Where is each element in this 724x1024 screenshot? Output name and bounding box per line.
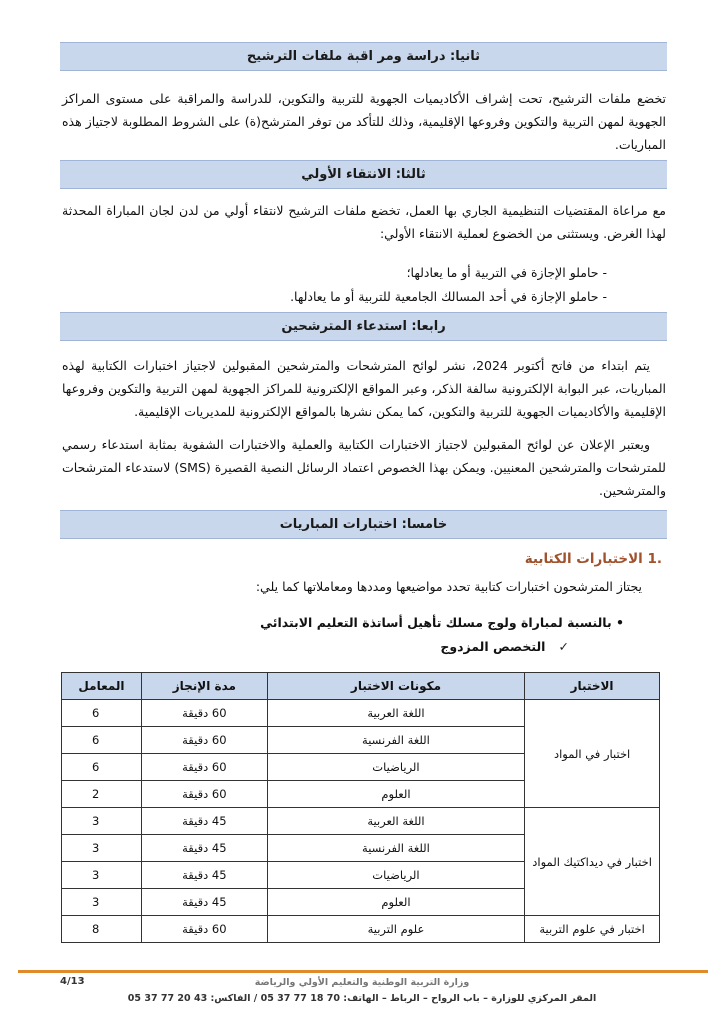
section-3-bullet-1: - حاملو الإجازة في التربية أو ما يعادلها؛ — [406, 265, 607, 280]
coefficient-cell: 3 — [62, 835, 142, 862]
header-exam: الاختبار — [525, 673, 660, 700]
duration-cell: 45 دقيقة — [141, 862, 267, 889]
footer-ministry-name: وزارة التربية الوطنية والتعليم الأولي والرياضة — [254, 977, 470, 988]
section-2-paragraph: تخضع ملفات الترشيح، تحت إشراف الأكاديميات الجهوية للتربية والتكوين، للدراسة والمراقبة على مستوى المراكز الجهوية لمهن التربية والتكوين وفروعها الإقليمية، وذلك للتأكد من توفر المترشح(ة) على الشروط المطلوبة لاجتياز هذه المباريات. — [62, 91, 666, 152]
coefficient-cell: 2 — [62, 781, 142, 808]
section-4-heading: رابعا: استدعاء المترشحين — [60, 312, 667, 341]
header-coefficient: المعامل — [62, 673, 142, 700]
section-3-bullet-2: - حاملو الإجازة في أحد المسالك الجامعية للتربية أو ما يعادلها. — [290, 289, 607, 304]
primary-teaching-bullet: • بالنسبة لمباراة ولوج مسلك تأهيل أساتذة التعليم الابتدائي — [260, 615, 624, 630]
component-cell: العلوم — [267, 889, 525, 916]
page-number: 4/13 — [60, 976, 85, 987]
section-2-heading: ثانيا: دراسة ومر اقبة ملفات الترشيح — [60, 42, 667, 71]
coefficient-cell: 3 — [62, 889, 142, 916]
duration-cell: 60 دقيقة — [141, 754, 267, 781]
duration-cell: 60 دقيقة — [141, 916, 267, 943]
double-specialization-line — [440, 636, 569, 658]
written-exams-intro: يجتاز المترشحون اختبارات كتابية تحدد مواضيعها ومددها ومعاملاتها كما يلي: — [255, 579, 642, 594]
component-cell: اللغة العربية — [267, 808, 525, 835]
written-exams-subheading: .1 الاختبارات الكتابية — [524, 551, 662, 567]
table-row — [62, 808, 660, 835]
table-row — [62, 916, 660, 943]
component-cell: اللغة الفرنسية — [267, 835, 525, 862]
header-components: مكونات الاختبار — [267, 673, 525, 700]
coefficient-cell: 6 — [62, 700, 142, 727]
duration-cell: 45 دقيقة — [141, 835, 267, 862]
component-cell: اللغة الفرنسية — [267, 727, 525, 754]
component-cell: علوم التربية — [267, 916, 525, 943]
section-3-heading: ثالثا: الانتقاء الأولي — [60, 160, 667, 189]
section-4-paragraph-1: يتم ابتداء من فاتح أكتوبر 2024، نشر لوائح المترشحات والمترشحين المقبولين لاجتياز اختبارات الكتابية لهذه المباريات، عبر البوابة الإلكترونية سالفة الذكر، وعبر المواقع الإلكترونية للمراكز الجهوية لمهن التربية والتكوين وفروعها الإقليمية والأكاديميات الجهوية للتربية والتكوين، كما يمكن نشرها بالمواقع الإلكترونية للمديريات الإقليمية. — [62, 358, 666, 419]
duration-cell: 60 دقيقة — [141, 700, 267, 727]
duration-cell: 45 دقيقة — [141, 889, 267, 916]
component-cell: اللغة العربية — [267, 700, 525, 727]
coefficient-cell: 8 — [62, 916, 142, 943]
coefficient-cell: 3 — [62, 808, 142, 835]
check-icon: ✓ — [558, 639, 569, 654]
category-cell: اختبار في ديداكتيك المواد — [525, 808, 660, 916]
duration-cell: 60 دقيقة — [141, 727, 267, 754]
category-cell: اختبار في علوم التربية — [525, 916, 660, 943]
header-duration: مدة الإنجاز — [141, 673, 267, 700]
double-specialization-label: التخصص المزدوج — [440, 639, 546, 654]
section-5-heading: خامسا: اختبارات المباريات — [60, 510, 667, 539]
table-header-row — [62, 673, 660, 700]
footer-rule — [18, 970, 708, 973]
table-row — [62, 700, 660, 727]
coefficient-cell: 6 — [62, 754, 142, 781]
category-cell: اختبار في المواد — [525, 700, 660, 808]
duration-cell: 45 دقيقة — [141, 808, 267, 835]
duration-cell: 60 دقيقة — [141, 781, 267, 808]
written-exams-table — [61, 672, 660, 943]
coefficient-cell: 3 — [62, 862, 142, 889]
coefficient-cell: 6 — [62, 727, 142, 754]
component-cell: الرياضيات — [267, 754, 525, 781]
component-cell: العلوم — [267, 781, 525, 808]
component-cell: الرياضيات — [267, 862, 525, 889]
section-4-paragraph-2: ويعتبر الإعلان عن لوائح المقبولين لاجتياز الاختبارات الكتابية والعملية والاختبارات الشفوية بمثابة استدعاء رسمي للمترشحات والمترشحين المعنيين. ويمكن بهذا الخصوص اعتماد الرسائل النصية القصيرة (SMS) لاستدعاء المترشحات والمترشحين. — [62, 437, 666, 498]
section-3-paragraph: مع مراعاة المقتضيات التنظيمية الجاري بها العمل، تخضع ملفات الترشيح لانتقاء أولي من لدن لجان المباراة المحدثة لهذا الغرض. ويستثنى من الخضوع لعملية الانتقاء الأولي: — [62, 203, 666, 241]
footer-address: المقر المركزي للوزارة – باب الرواح – الرباط – الهاتف: 70 18 77 37 05 / الفاكس: 43 20 77 37 05 — [127, 993, 597, 1004]
